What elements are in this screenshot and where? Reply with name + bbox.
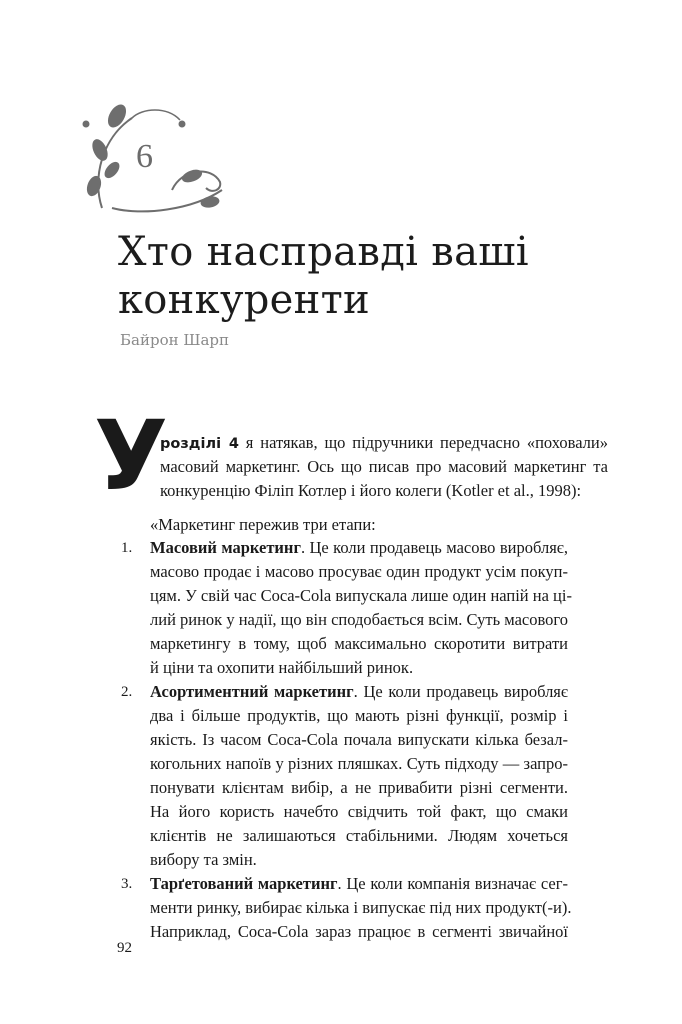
list-item-2-line: На його користь начебто свідчить той факт, що смаки	[150, 802, 568, 821]
list-item-3-line: Наприклад, Coca-Cola зараз працює в сегменті звичайної	[150, 922, 568, 941]
list-item-2-line-1	[150, 681, 568, 703]
list-item-text: . Це коли компанія визначає сег-	[337, 874, 568, 893]
chapter-title-line-1: Хто насправді ваші	[118, 229, 529, 275]
chapter-author: Байрон Шарп	[120, 331, 230, 349]
drop-cap: У	[94, 400, 169, 512]
quote-intro: «Маркетинг пережив три етапи:	[150, 515, 376, 534]
list-item-1-line: масово продає і масово просуває один продукт усім покуп-	[150, 562, 568, 581]
list-item-3-line-1	[150, 873, 568, 895]
list-item-text: . Це коли продавець масово виробляє,	[300, 538, 568, 557]
intro-line-3: конкуренцію Філіп Котлер і його колеги (Kotler et al., 1998):	[160, 481, 582, 500]
list-item-term: Масовий маркетинг	[150, 538, 301, 557]
intro-line-1	[160, 432, 608, 455]
intro-line-1-text: я натякав, що підручники передчасно «поховали»	[238, 433, 608, 452]
list-item-3-line: менти ринку, вибирає кілька і випускає під них продукт(-и).	[150, 898, 572, 917]
chapter-number: 6	[136, 138, 153, 175]
list-item-1-line-1	[150, 537, 568, 559]
list-item-1-line: цям. У свій час Coca-Cola випускала лише один напій на ці-	[150, 586, 572, 605]
chapter-title-line-2: конкуренти	[118, 277, 371, 323]
list-item-2-line: когольних напоїв у різних пляшках. Суть підходу — запро-	[150, 754, 568, 773]
list-item-term: Тарґетований маркетинг	[150, 874, 338, 893]
list-item-1-line: маркетингу в тому, щоб максимально скоротити витрати	[150, 634, 568, 653]
list-item-2-line: два і більше продуктів, що мають різні функції, розмір і	[150, 706, 568, 725]
list-item-2-line: вибору та змін.	[150, 850, 257, 869]
list-item-number: 1.	[121, 540, 133, 556]
list-item-2-line: якість. Із часом Coca-Cola почала випускати кілька безал-	[150, 730, 568, 749]
chapter-reference: розділі 4	[160, 436, 239, 452]
list-item-1-line: й ціни та охопити найбільший ринок.	[150, 658, 414, 677]
intro-line-2: масовий маркетинг. Ось що писав про масовий маркетинг та	[160, 457, 608, 476]
list-item-number: 2.	[121, 684, 133, 700]
list-item-2-line: клієнтів не залишаються стабільними. Людям хочеться	[150, 826, 568, 845]
list-item-term: Асортиментний маркетинг	[150, 682, 354, 701]
page-number: 92	[117, 940, 132, 956]
list-item-number: 3.	[121, 876, 133, 892]
list-item-1-line: лий ринок у надії, що він сподобається всім. Суть масового	[150, 610, 568, 629]
list-item-text: . Це коли продавець виробляє	[353, 682, 568, 701]
chapter-title	[118, 228, 638, 324]
list-item-2-line: понувати клієнтам вибір, а не привабити різні сегменти.	[150, 778, 568, 797]
